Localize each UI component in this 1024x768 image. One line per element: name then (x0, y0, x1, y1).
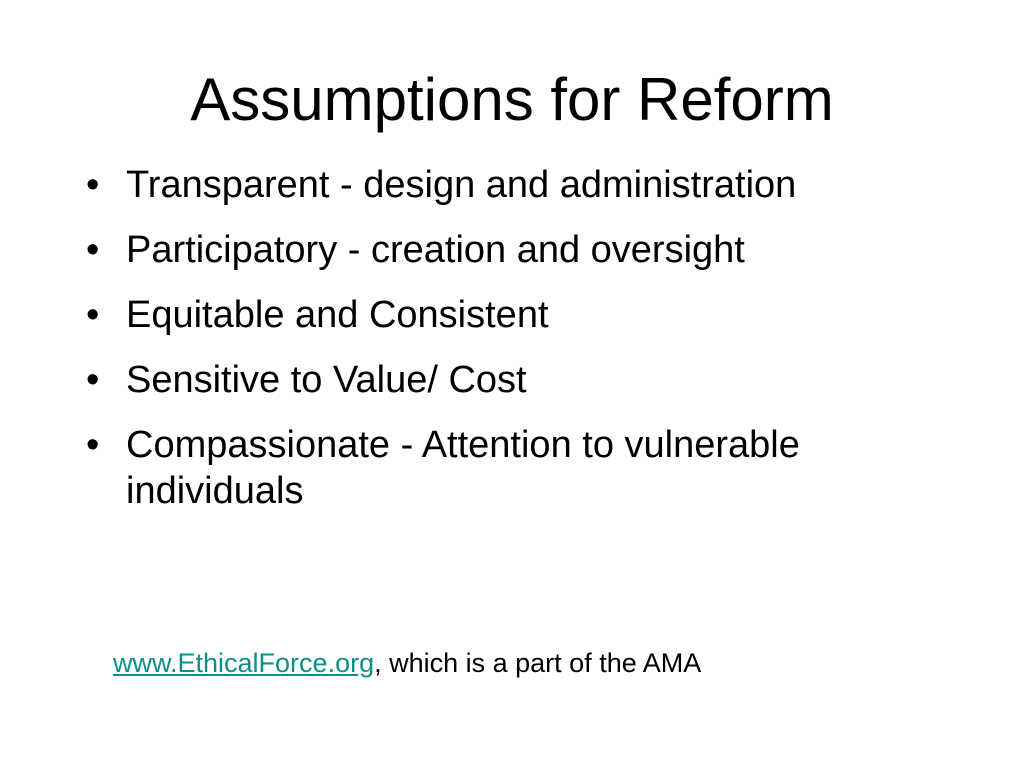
source-note-text: , which is a part of the AMA (374, 648, 702, 678)
bullet-icon: • (86, 424, 100, 466)
bullet-text: Transparent - design and administration (126, 164, 797, 206)
bullet-list (86, 162, 966, 533)
bullet-icon: • (86, 294, 100, 336)
bullet-icon: • (86, 359, 100, 401)
bullet-item-5 (86, 422, 966, 514)
bullet-text: Equitable and Consistent (126, 294, 549, 336)
slide-title: Assumptions for Reform (190, 66, 834, 133)
bullet-item-4 (86, 357, 966, 403)
ethicalforce-link[interactable]: www.EthicalForce.org (113, 648, 375, 678)
source-note (113, 646, 701, 680)
bullet-text: Sensitive to Value/ Cost (126, 359, 527, 401)
bullet-icon: • (86, 164, 100, 206)
bullet-item-3 (86, 292, 966, 338)
bullet-icon: • (86, 229, 100, 271)
bullet-text: Compassionate - Attention to vulnerable individuals (126, 424, 800, 512)
bullet-text: Participatory - creation and oversight (126, 229, 745, 271)
bullet-item-2 (86, 227, 966, 273)
bullet-item-1 (86, 162, 966, 208)
